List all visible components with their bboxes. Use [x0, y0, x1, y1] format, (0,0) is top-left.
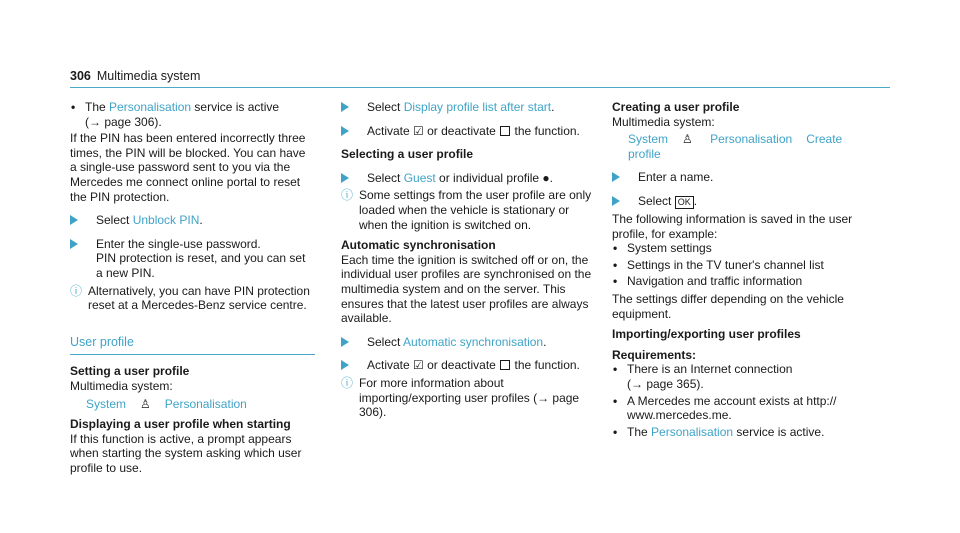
step-arrow-icon — [341, 337, 349, 347]
info-icon: ⓘ — [70, 283, 83, 298]
step-arrow-icon — [341, 126, 349, 136]
paragraph: The settings differ depending on the vehicle equipment. — [612, 291, 844, 321]
list-item: • Settings in the TV tuner's channel list — [612, 258, 882, 273]
personalisation-link[interactable]: Personalisation — [109, 100, 192, 114]
create-profile-link[interactable]: Create — [806, 132, 843, 147]
list-item: • System settings — [612, 241, 882, 256]
heading: Selecting a user profile — [341, 147, 474, 162]
step: Enter a name. — [612, 170, 882, 185]
step: Select Unblock PIN. — [70, 213, 315, 228]
step-arrow-icon — [341, 360, 349, 370]
heading: Creating a user profile — [612, 100, 740, 114]
step: Select Guest or individual profile ●. — [341, 171, 596, 186]
column-1: • The Personalisation service is active (→ page 306). If the PIN has been entered incorrectly three times, the PIN will be blocked. You can have a single-use password sent to you via the Mercedes me connect online portal to reset the PIN protection. Select Unblock PIN. Enter the single-use password. PIN protection is reset, and you can set a new PIN. ⓘ Alternatively, you can have PIN protection reset at a Mercedes-Benz service centre. User profile Setting a user profile Multimedia system: System ♙ Personalisation Displaying a user profile when starting If this function is active, a prompt appears when starting the system asking which user profile to use. — [70, 100, 315, 475]
ok-button[interactable]: OK — [675, 196, 694, 209]
step-arrow-icon — [70, 239, 78, 249]
create-profile-link[interactable]: profile — [628, 146, 661, 161]
system-link[interactable]: System — [86, 396, 127, 411]
list-item: • The Personalisation service is active. — [612, 425, 882, 440]
section-heading: User profile — [70, 335, 315, 356]
heading: Setting a user profile — [70, 364, 190, 379]
info-icon: ⓘ — [341, 375, 354, 390]
system-link[interactable]: System — [628, 132, 669, 147]
personalisation-link[interactable]: Personalisation — [710, 132, 793, 147]
page-number: 306 — [70, 69, 91, 83]
page-header — [70, 69, 200, 84]
step-arrow-icon — [612, 172, 620, 182]
column-3: Creating a user profile Multimedia system: System ♙ Personalisation Create profile Enter a name. Select OK . The following information is saved in the user profile, for example: • System settings • Settings in the TV tuner's channel list • Navigation and traffic information The settings differ depending on the vehicle equipment. Importing/exporting user profiles Requirements: • There is an Internet connection (→ page 365). • A Mercedes me account exists at http:// www.mercedes.me. • The Personalisation service is active. — [612, 100, 882, 441]
checked-box-icon: ☑ — [413, 123, 424, 138]
personalisation-link[interactable]: Personalisation — [164, 396, 247, 411]
guest-link[interactable]: Guest — [403, 170, 436, 185]
step-arrow-icon — [70, 215, 78, 225]
step-arrow-icon — [612, 196, 620, 206]
personalisation-link[interactable]: Personalisation — [651, 424, 734, 439]
step-arrow-icon — [341, 173, 349, 183]
step: Activate ☑ or deactivate the function. — [341, 358, 596, 373]
column-2 — [341, 100, 596, 420]
note: ⓘ For more information about importing/exporting user profiles (→ page 306). — [341, 375, 580, 420]
step: Activate ☑ or deactivate the function. — [341, 124, 596, 139]
menu-path — [70, 397, 315, 412]
header-rule — [70, 87, 890, 88]
heading: Automatic synchronisation — [341, 238, 496, 253]
paragraph: If the PIN has been entered incorrectly three times, the PIN will be blocked. You can have a single-use password sent to you via the Mercedes me connect online portal to reset the PIN protection. — [70, 131, 306, 204]
list-item: • There is an Internet connection (→ page 365). — [612, 362, 882, 391]
checked-box-icon: ☑ — [413, 358, 424, 373]
step: Select Automatic synchronisation. — [341, 335, 596, 350]
header-title: Multimedia system — [96, 69, 201, 83]
step: Select Display profile list after start. — [341, 100, 596, 115]
unchecked-box-icon — [500, 126, 510, 136]
unchecked-box-icon — [500, 360, 510, 370]
personalisation-icon: ♙ — [682, 132, 693, 147]
paragraph: If this function is active, a prompt appears when starting the system asking which user profile to use. — [70, 431, 302, 475]
automatic-sync-link[interactable]: Automatic synchronisation — [403, 334, 544, 349]
paragraph: Each time the ignition is switched off or on, the individual user profiles are synchronised on the multimedia system and on the server. This ensures that the latest user profiles are always available. — [341, 252, 592, 326]
personalisation-icon: ♙ — [140, 396, 151, 411]
heading: Displaying a user profile when starting — [70, 417, 291, 432]
note: ⓘ Some settings from the user profile are only loaded when the vehicle is stationary or when the ignition is switched on. — [341, 188, 592, 232]
list-item: • Navigation and traffic information — [612, 274, 882, 289]
unblock-pin-link[interactable]: Unblock PIN — [132, 213, 200, 228]
note: ⓘ Alternatively, you can have PIN protection reset at a Mercedes-Benz service centre. — [70, 283, 310, 313]
step: Enter the single-use password. PIN protection is reset, and you can set a new PIN. — [70, 237, 315, 281]
display-profile-list-link[interactable]: Display profile list after start — [403, 100, 552, 114]
menu-path — [612, 132, 882, 147]
info-icon: ⓘ — [341, 188, 354, 203]
paragraph: The following information is saved in the user profile, for example: — [612, 211, 853, 241]
heading: Importing/exporting user profiles — [612, 327, 801, 342]
list-item: • A Mercedes me account exists at http:// www.mercedes.me. — [612, 394, 882, 423]
step-arrow-icon — [341, 102, 349, 112]
step: Select OK . — [612, 194, 882, 209]
list-item: • The Personalisation service is active (→ page 306). — [70, 100, 315, 129]
heading: Requirements: — [612, 347, 697, 362]
